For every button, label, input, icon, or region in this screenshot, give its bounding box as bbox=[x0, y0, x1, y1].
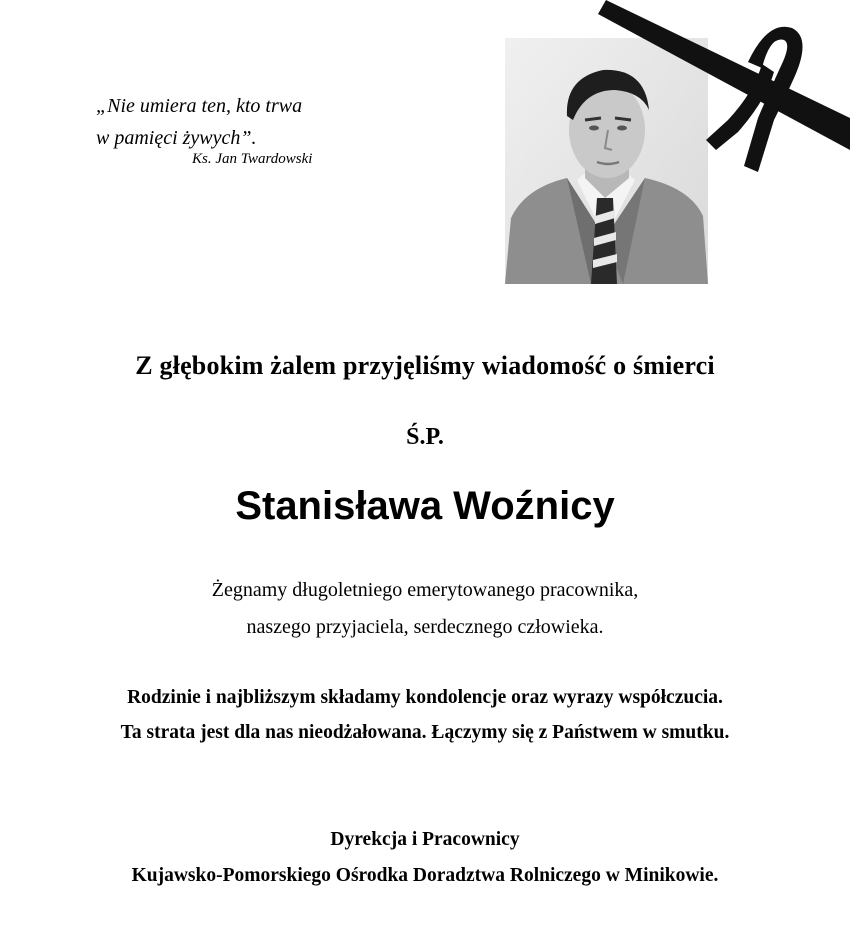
mourning-ribbon-icon bbox=[598, 0, 850, 175]
farewell-text bbox=[0, 572, 850, 646]
condolence-text bbox=[0, 680, 850, 750]
quote-line-2: w pamięci żywych”. bbox=[96, 127, 257, 149]
signature-block bbox=[0, 822, 850, 894]
quote-author: Ks. Jan Twardowski bbox=[192, 151, 313, 167]
deceased-name: Stanisława Woźnicy bbox=[235, 484, 615, 528]
quote-line-1: „Nie umiera ten, kto trwa bbox=[96, 95, 303, 117]
epigraph-quote bbox=[96, 90, 313, 167]
headline: Z głębokim żalem przyjęliśmy wiadomość o śmierci bbox=[135, 351, 715, 380]
condolence-line-1: Rodzinie i najbliższym składamy kondolencje oraz wyrazy współczucia. bbox=[127, 687, 723, 708]
condolence-line-2: Ta strata jest dla nas nieodżałowana. Łączymy się z Państwem w smutku. bbox=[120, 722, 730, 743]
name-prefix: Ś.P. bbox=[406, 424, 444, 450]
signature-line-1: Dyrekcja i Pracownicy bbox=[330, 829, 520, 850]
farewell-line-1: Żegnamy długoletniego emerytowanego pracownika, bbox=[211, 579, 639, 601]
farewell-line-2: naszego przyjaciela, serdecznego człowieka. bbox=[246, 616, 604, 638]
signature-line-2: Kujawsko-Pomorskiego Ośrodka Doradztwa Rolniczego w Minikowie. bbox=[131, 865, 719, 886]
